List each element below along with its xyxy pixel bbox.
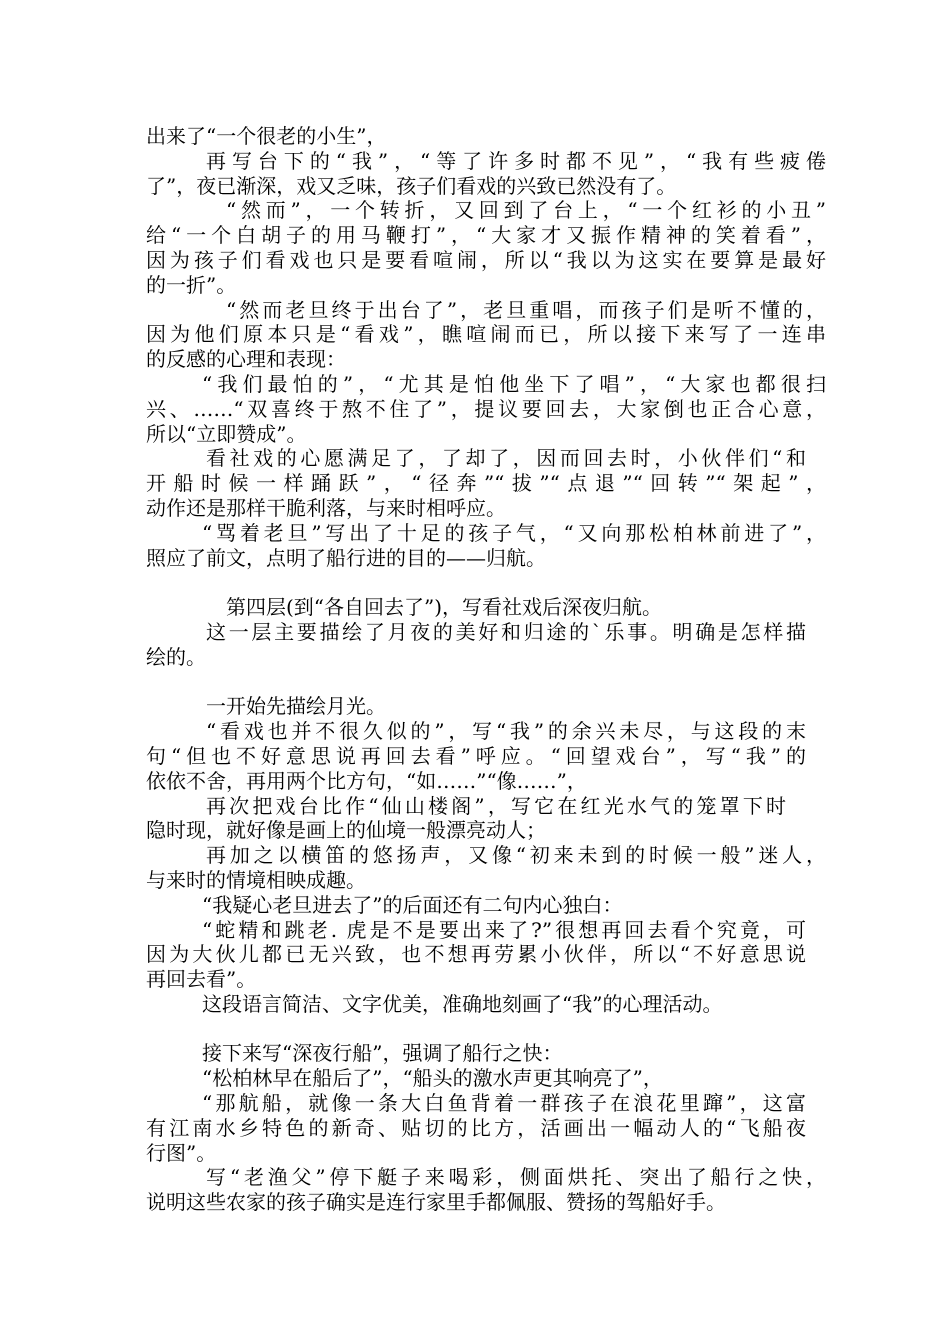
text-line: 给“一个白胡子的用马鞭打”，“大家才又振作精神的笑着看”， [146,223,826,248]
text-line: 这一层主要描绘了月夜的美好和归途的`乐事。明确是怎样描 [206,619,806,644]
text-line: “我们最怕的”，“尤其是怕他坐下了唱”，“大家也都很扫 [202,371,826,396]
text-line: “蛇精和跳老. 虎是不是要出来了?”很想再回去看个究竟，可 [202,917,806,942]
section-heading: 第四层(到“各自回去了”)，写看社戏后深夜归航。 [226,595,663,620]
text-line: 照应了前文，点明了船行进的目的——归航。 [146,545,546,570]
text-line: “然而老旦终于出台了”，老旦重唱，而孩子们是听不懂的， [226,297,826,322]
text-line: 再次把戏台比作“仙山楼阁”，写它在红光水气的笼罩下时 [206,793,786,818]
text-line: 因为大伙儿都已无兴致，也不想再劳累小伙伴，所以“不好意思说 [146,942,806,967]
text-line: 与来时的情境相映成趣。 [146,867,366,892]
text-line: 兴、……“双喜终于熬不住了”，提议要回去，大家倒也正合心意， [146,396,826,421]
text-line: 因为孩子们看戏也只是要看喧闹，所以“我以为这实在要算是最好 [146,247,826,272]
text-line: 写“老渔父”停下艇子来喝彩，侧面烘托、突出了船行之快， [206,1165,826,1190]
text-line: 句“但也不好意思说再回去看”呼应。“回望戏台”，写“我”的 [146,743,806,768]
text-line: 接下来写“深夜行船”，强调了船行之快： [202,1041,563,1066]
paragraph-gap [146,1017,826,1042]
text-line: 绘的。 [146,644,206,669]
text-line: 看社戏的心愿满足了，了却了，因而回去时，小伙伴们“和 [206,446,806,471]
text-line: 有江南水乡特色的新奇、贴切的比方，活画出一幅动人的“飞船夜 [146,1115,806,1140]
text-line: 动作还是那样干脆利落，与来时相呼应。 [146,495,506,520]
text-line: “那航船，就像一条大白鱼背着一群孩子在浪花里蹿”，这富 [202,1091,806,1116]
text-line: 开船时候一样踊跃”，“径奔”“拔”“点退”“回转”“架起”， [146,471,826,496]
text-line: “我疑心老旦进去了”的后面还有二句内心独白： [202,892,623,917]
text-line: 了”，夜已渐深，戏又乏味，孩子们看戏的兴致已然没有了。 [146,173,677,198]
text-line: 一开始先描绘月光。 [206,694,386,719]
text-line: 再加之以横笛的悠扬声，又像“初来未到的时候一般”迷人， [206,843,826,868]
text-line: 这段语言简洁、文字优美，准确地刻画了“我”的心理活动。 [202,991,723,1016]
document-body [146,124,826,1215]
text-line: 依依不舍，再用两个比方句，“如……”“像……”， [146,768,587,793]
text-line: 隐时现，就好像是画上的仙境一般漂亮动人； [146,818,546,843]
text-line: 的反感的心理和表现： [146,347,346,372]
text-line: 所以“立即赞成”。 [146,421,307,446]
text-line: “然而”，一个转折，又回到了台上，“一个红衫的小丑” [226,198,826,223]
text-line: 说明这些农家的孩子确实是连行家里手都佩服、赞扬的驾船好手。 [146,1190,726,1215]
text-line: “松柏林早在船后了”，“船头的激水声更其响亮了”， [202,1066,663,1091]
text-line: “看戏也并不很久似的”，写“我”的余兴未尽，与这段的末 [206,719,806,744]
paragraph-gap [146,670,826,695]
text-line: 再回去看”。 [146,967,257,992]
text-line: 的一折”。 [146,272,237,297]
text-line: 行图”。 [146,1140,217,1165]
text-line: “骂着老旦”写出了十足的孩子气，“又向那松柏林前进了”， [202,520,826,545]
text-line: 因为他们原本只是“看戏”，瞧喧闹而已，所以接下来写了一连串 [146,322,826,347]
text-line: 出来了“一个很老的小生”， [146,124,387,148]
text-line: 再写台下的“我”，“等了许多时都不见”，“我有些疲倦 [206,148,826,173]
paragraph-gap [146,570,826,595]
